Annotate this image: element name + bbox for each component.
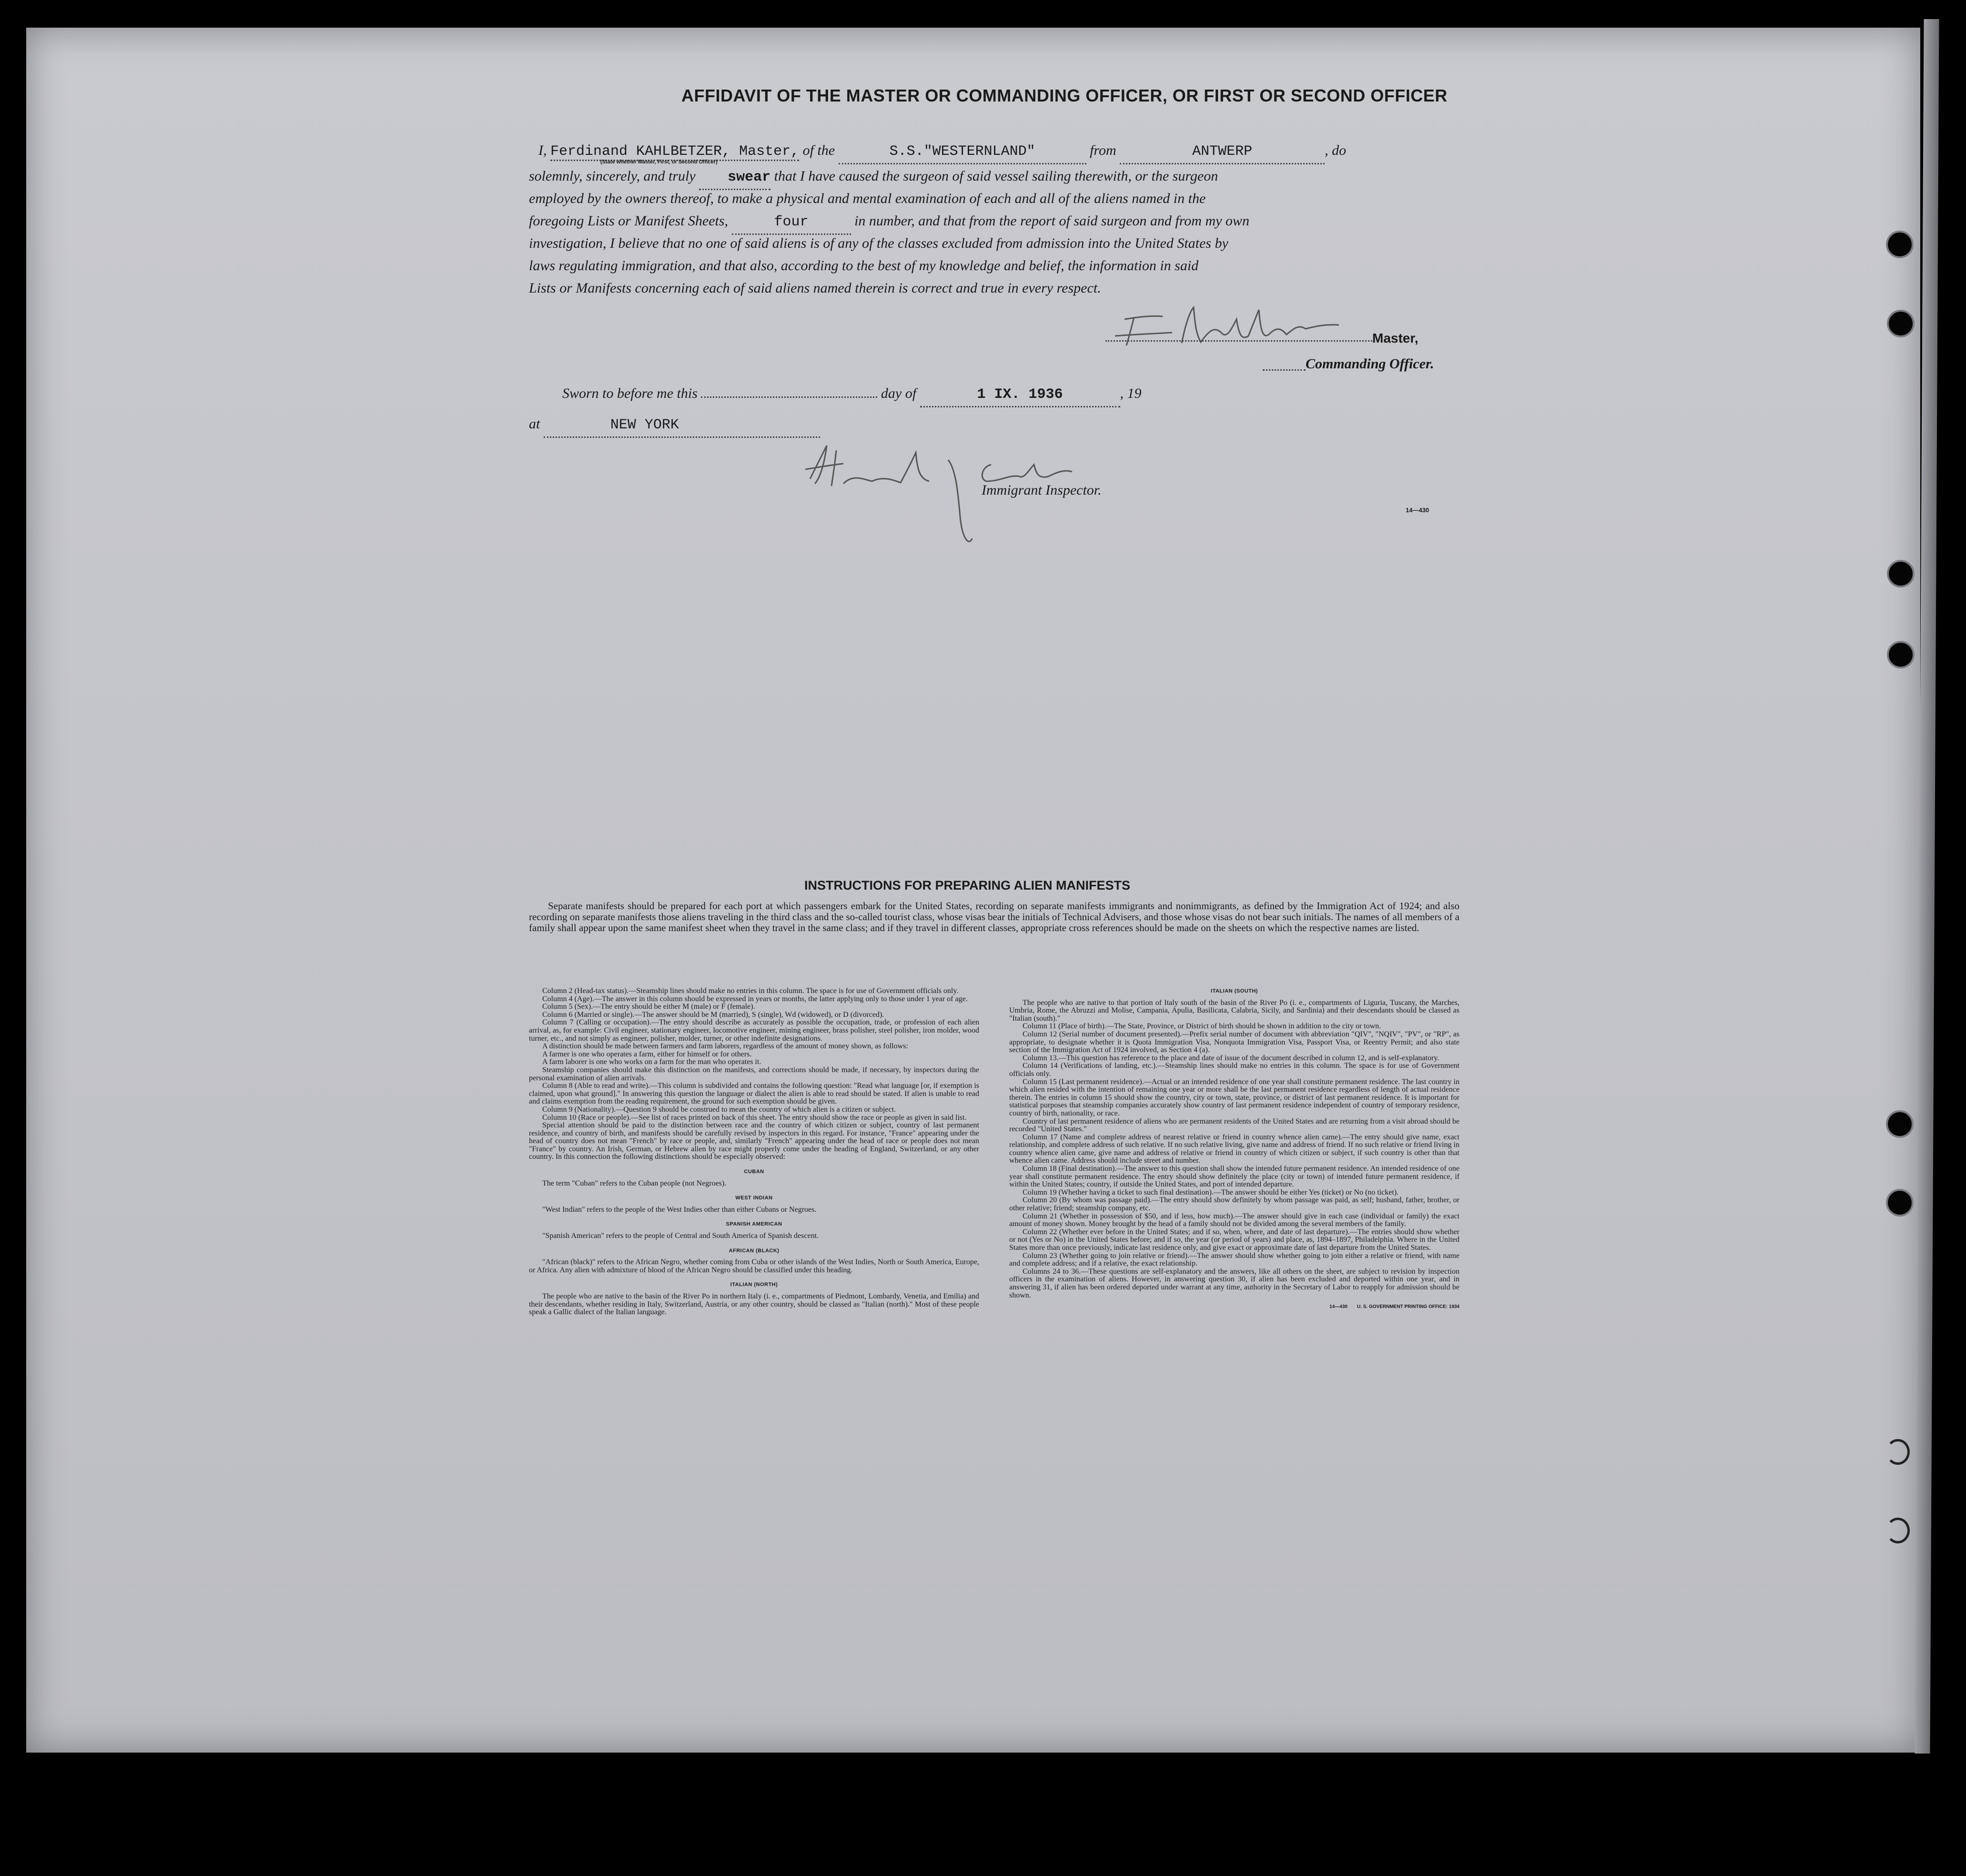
sheets-count-field: four [732, 211, 851, 235]
binder-hole [1886, 231, 1914, 258]
binder-hole [1886, 1518, 1910, 1543]
instruction-paragraph: The people who are native to the basin of the River Po in northern Italy (i. e., compartments of Piedmont, Lombardy, Venetia, and Emilia) and their descendants, whether residing in Italy, Switzerland, Austria, or any other country, should be classed as "Italian (north)." Most of these people speak a Gallic dialect of the Italian language. [529, 1292, 979, 1317]
affidavit-line-1: I, Ferdinand KAHLBETZER, Master, of the S.S."WESTERNLAND" from ANTWERP , do [538, 139, 1346, 164]
binder-hole [1887, 560, 1915, 588]
inspector-label: Immigrant Inspector. [982, 482, 1102, 498]
affidavit-line-3: employed by the owners thereof, to make a physical and mental examination of each and all of the aliens named in the [529, 191, 1206, 206]
master-signature-line [1105, 340, 1372, 342]
master-name-field: Ferdinand KAHLBETZER, Master, [550, 143, 799, 161]
instruction-paragraph: Column 15 (Last permanent residence).—Actual or an intended residence of one year shall constitute permanent residence. The last country in which alien resided with the intention of remaining one year or more shall be the last permanent residence regardless of length of actual residence therein. The entries in column 15 should show the country, city or town, state, province, or district of last permanent residence. It is important for statistical purposes that steamship companies accurately show country of last permanent residence independent of country of temporary residence, country of birth, nationality, or race. [1009, 1077, 1459, 1117]
instruction-paragraph: Column 21 (Whether in possession of $50, and if less, how much).—The answer should give in each case (individual or family) the exact amount of money shown. Money brought by the head of a family should not be divided among the several members of the family. [1009, 1212, 1459, 1228]
instruction-paragraph: Column 13.—This question has reference to the place and date of issue of the document described in column 12, and is self-explanatory. [1023, 1054, 1439, 1062]
binder-hole [1887, 641, 1915, 669]
binder-hole [1887, 310, 1915, 337]
at-line: at NEW YORK [529, 413, 820, 438]
commanding-officer-label: Commanding Officer. [1306, 356, 1434, 372]
instruction-paragraph: The people who are native to that portion of Italy south of the basin of the River Po (i. e., compartments of Liguria, Tuscany, the Marches, Umbria, Rome, the Abruzzi and Molise, Campania, Apulia, Basilicata, Calabria, Sicily, and Sardinia) and their descendants should be classed as "Italian (south)." [1009, 998, 1459, 1023]
place-field: NEW YORK [544, 414, 820, 438]
instruction-paragraph: Column 12 (Serial number of document presented).—Prefix serial number of document with abbreviation "QIV", "NQIV", "PV", or "RP", as appropriate, to designate whether it is Quota Immigration Visa, Nonquota Immigration Visa, Passport Visa, or Reentry Permit; and also state section of the Immigration Act of 1924 involved, as Section 4 (a). [1009, 1030, 1459, 1055]
affidavit-line-2: solemnly, sincerely, and truly swear that I have caused the surgeon of said vessel sailing therewith, or the surgeon [529, 165, 1218, 190]
instruction-paragraph: "West Indian" refers to the people of the West Indies other than either Cubans or Negroes. [542, 1205, 817, 1214]
section-heading: ITALIAN (SOUTH) [1211, 988, 1258, 994]
instructions-title: INSTRUCTIONS FOR PREPARING ALIEN MANIFESTS [804, 878, 1131, 892]
instruction-paragraph: Column 18 (Final destination).—The answer to this question shall show the intended future permanent residence. An intended residence of one year shall constitute permanent residence. The entry should show definitely the place (city or town) of intended future permanent residence, if within the United States; country, if outside the United States, and port of intended departure. [1009, 1165, 1459, 1189]
section-heading: ITALIAN (NORTH) [730, 1282, 778, 1288]
instructions-right-column [1009, 987, 1459, 1311]
instruction-paragraph: Column 20 (By whom was passage paid).—The entry should show definitely by whom passage was paid, as self; husband, father, brother, or other relative; friend; steamship company, etc. [1009, 1196, 1459, 1213]
instructions-intro: Separate manifests should be prepared for each port at which passengers embark for the United States, recording on separate manifests immigrants and nonimmigrants, as defined by the Immigration Act of 1924; and also recording on separate manifests those aliens traveling in the third class and the so-called tourist class, whose visas bear the initials of Technical Advisers, and those whose visas do not bear such initials. The names of all members of a family shall appear upon the same manifest sheet when they travel in the same class; and if they travel in different classes, appropriate cross references should be made on the sheets on which the respective names are listed. [529, 900, 1459, 933]
instruction-paragraph: A farmer is one who operates a farm, either for himself or for others. [542, 1050, 752, 1058]
affidavit-title: AFFIDAVIT OF THE MASTER OR COMMANDING OFFICER, OR FIRST OR SECOND OFFICER [681, 86, 1448, 105]
vessel-field: S.S."WESTERNLAND" [839, 141, 1086, 164]
port-field: ANTWERP [1120, 141, 1325, 164]
binder-hole [1886, 1439, 1910, 1465]
affidavit-line-4: foregoing Lists or Manifest Sheets, four in number, and that from the report of said surgeon and from my own [529, 210, 1249, 235]
instruction-paragraph: Column 19 (Whether having a ticket to such final destination).—The answer should be either Yes (ticket) or No (no ticket). [1023, 1188, 1399, 1197]
instruction-paragraph: "African (black)" refers to the African Negro, whether coming from Cuba or other islands of the West Indies, North or South America, Europe, or Africa. Any alien with admixture of blood of the African Negro should be classified under this heading. [529, 1258, 979, 1274]
instruction-paragraph: Column 4 (Age).—The answer in this column should be expressed in years or months, the latter applying only to those under 1 year of age. [542, 994, 968, 1003]
affidavit-line-6: laws regulating immigration, and that also, according to the best of my knowledge and belief, the information in said [529, 258, 1199, 274]
instruction-paragraph: Special attention should be paid to the distinction between race and the country of which citizen or subject, country of last permanent residence, and country of birth, and manifests should be carefully revised by inspectors in this regard. For instance, "France" appearing under the head of country does not mean "French" by race or people, and, similarly "French" appearing under the head of race or people does not mean "France" by country. An Irish, German, or Hebrew alien by race might properly come under the heading of England, Switzerland, or any other country. In this connection the following distinctions should be especially observed: [529, 1121, 979, 1161]
instruction-paragraph: Column 8 (Able to read and write).—This column is subdivided and contains the following question: "Read what language [or, if exemption is claimed, upon what ground]." In answering this question the language or dialect the alien is able to read should be stated. If alien is unable to read and claims exemption from the reading requirement, the ground for such exemption should be given. [529, 1082, 979, 1106]
binder-hole [1886, 1110, 1914, 1138]
section-heading: AFRICAN (BLACK) [729, 1247, 780, 1254]
section-heading: WEST INDIAN [735, 1195, 773, 1201]
instructions-left-column [529, 987, 979, 1317]
section-heading: CUBAN [744, 1169, 764, 1175]
commanding-line [1263, 369, 1306, 371]
instruction-paragraph: Country of last permanent residence of aliens who are permanent residents of the United States and are returning from a visit abroad should be recorded "United States." [1009, 1117, 1459, 1134]
printer-imprint: U. S. GOVERNMENT PRINTING OFFICE: 1934 [1357, 1304, 1459, 1310]
state-note: (State whether Master, First, or Second Officer) [600, 159, 718, 165]
instruction-paragraph: Column 14 (Verifications of landing, etc.).—Steamship lines should make no entries in this column. The space is for use of Government officials only. [1009, 1062, 1459, 1078]
binder-hole [1886, 1189, 1914, 1217]
instruction-paragraph: A distinction should be made between farmers and farm laborers, regardless of the amount of money shown, as follows: [542, 1042, 908, 1051]
affidavit-line-5: investigation, I believe that no one of said aliens is of any of the classes excluded from admission into the United States by [529, 235, 1228, 251]
instructions-form-number: 14—430 [1329, 1304, 1348, 1310]
instruction-paragraph: Column 7 (Calling or occupation).—The entry should describe as accurately as possible the occupation, trade, or profession of each alien arrival, as, for example: Civil engineer, stationary engineer, locomotive engineer, mining engineer, brass polisher, steel polisher, iron molder, wood turner, etc., and not simply as engineer, polisher, molder, turner, or other indefinite designations. [529, 1018, 979, 1043]
instruction-paragraph: Column 6 (Married or single).—The answer should be M (married), S (single), Wd (widowed), or D (divorced). [542, 1010, 884, 1019]
instruction-paragraph: Column 2 (Head-tax status).—Steamship lines should make no entries in this column. The space is for use of Government officials only. [542, 987, 959, 995]
instruction-paragraph: Column 11 (Place of birth).—The State, Province, or District of birth should be shown in addition to the city or town. [1023, 1022, 1381, 1031]
instruction-paragraph: The term "Cuban" refers to the Cuban people (not Negroes). [542, 1179, 727, 1187]
instruction-paragraph: Column 9 (Nationality).—Question 9 should be construed to mean the country of which alien is a citizen or subject. [542, 1105, 896, 1114]
instruction-paragraph: Columns 24 to 36.—These questions are self-explanatory and the answers, like all others on the sheet, are subject to revision by inspection officers in the examination of aliens. However, in answering question 30, if alien has been excluded and deported within one year, and in answering 31, if alien has been ordered deported under warrant at any time, authority in the Secretary of Labor to reapply for admission should be shown. [1009, 1267, 1459, 1299]
affidavit-line-7: Lists or Manifests concerning each of said aliens named therein is correct and true in every respect. [529, 280, 1101, 296]
master-signature [1105, 300, 1353, 353]
instruction-paragraph: Column 22 (Whether ever before in the United States; and if so, when, where, and date of last departure).—The entries should show whether or not (Yes or No) in the United States before; and if so, the year (or period of years) and place, as, 1894–1897, Philadelphia. Where in the United States more than once previously, indicate last residence only, and give exact or approximate date of last departure from the United States. [1009, 1227, 1459, 1252]
oath-field: swear [699, 166, 770, 190]
form-number: 14—430 [1406, 507, 1429, 514]
instruction-paragraph: Steamship companies should make this distinction on the manifests, and corrections should be made, if necessary, by inspectors during the personal examination of alien arrivals. [529, 1065, 979, 1082]
sworn-date-field: 1 IX. 1936 [920, 384, 1120, 407]
instruction-paragraph: Column 5 (Sex).—The entry should be either M (male) or F (female). [542, 1003, 755, 1011]
section-heading: SPANISH AMERICAN [726, 1221, 782, 1227]
instruction-paragraph: Column 23 (Whether going to join relative or friend).—The answer should show whether going to join either a relative or friend, with name and complete address; and if a relative, the exact relationship. [1009, 1251, 1459, 1268]
master-label: Master, [1372, 331, 1419, 345]
instruction-paragraph: A farm laborer is one who works on a farm for the man who operates it. [542, 1058, 761, 1066]
sworn-line: Sworn to before me this day of 1 IX. 1936 , 19 [562, 382, 1142, 407]
instruction-paragraph: Column 17 (Name and complete address of nearest relative or friend in country whence alien came).—The entry should give name, exact relationship, and complete address of such relative. If no such relative living, give name and address of friend. If no such relative or friend living in country whence alien came, give name and address of relative or friend in country of which citizen or subject, if such country is other than that whence alien came. Address should include street and number. [1009, 1133, 1459, 1165]
instruction-paragraph: "Spanish American" refers to the people of Central and South America of Spanish descent. [542, 1232, 819, 1240]
instruction-paragraph: Column 10 (Race or people).—See list of races printed on back of this sheet. The entry should show the race or people as given in said list. [542, 1113, 967, 1122]
